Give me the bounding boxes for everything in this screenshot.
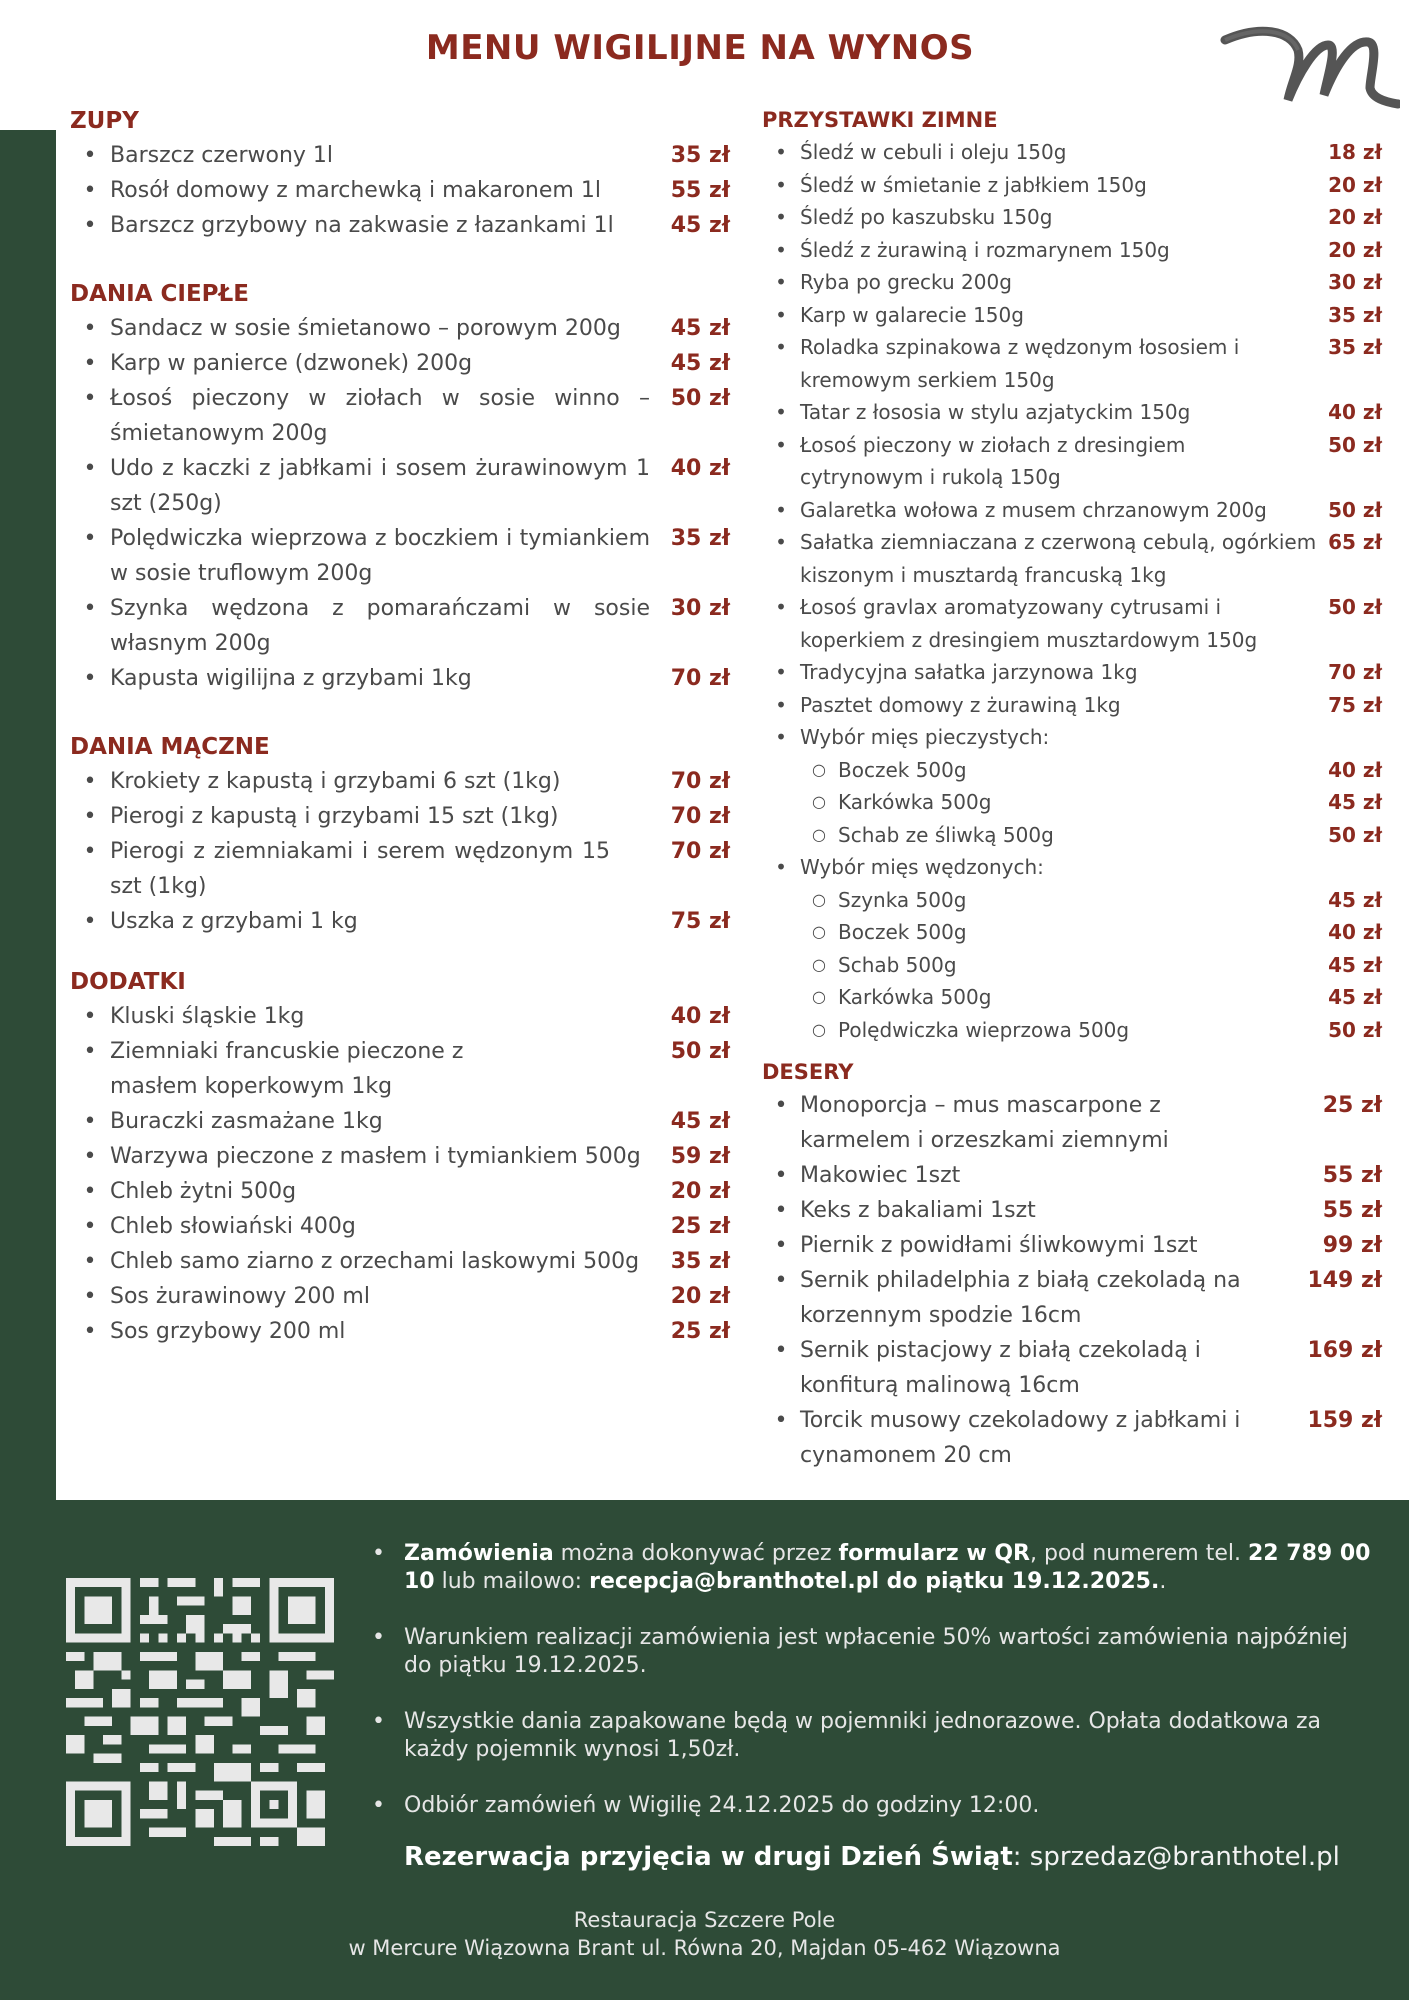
bullet-icon: • (774, 1408, 788, 1433)
qr-code[interactable] (66, 1578, 334, 1846)
bullet-icon: • (83, 909, 97, 934)
item-price: 70 zł (670, 769, 730, 794)
circle-bullet-icon: ○ (812, 824, 826, 844)
menu-item (762, 1158, 1382, 1193)
circle-bullet-icon: ○ (812, 792, 826, 811)
item-price: 50 zł (1328, 1017, 1382, 1042)
item-name: Kluski śląskie 1kg (110, 1004, 305, 1029)
circle-bullet-icon: ○ (812, 954, 826, 974)
item-price: 30 zł (1328, 270, 1382, 294)
item-name: Karp w galarecie 150g (800, 302, 1024, 327)
item-price: 45 zł (1328, 985, 1382, 1009)
bullet-icon: • (775, 140, 787, 164)
bullet-icon: • (372, 1793, 385, 1818)
item-name: Śledź z żurawiną i rozmarynem 150g (800, 237, 1170, 262)
reservation-line (404, 1842, 1404, 1872)
section-title-przystawki: PRZYSTAWKI ZIMNE (762, 108, 998, 132)
item-name: Sernik philadelphia z białą czekoladą na korzennym spodzie 16cm (800, 1268, 1241, 1328)
circle-bullet-icon: ○ (812, 922, 826, 941)
bullet-icon: • (774, 1338, 788, 1363)
section-przystawki (762, 136, 1382, 1046)
order-info (372, 1540, 1372, 1848)
item-price: 70 zł (670, 666, 730, 691)
menu-subitem (800, 786, 1382, 819)
menu-item (70, 799, 730, 834)
item-price: 25 zł (670, 1214, 730, 1239)
menu-title: MENU WIGILIJNE NA WYNOS (425, 28, 975, 68)
item-name: Śledź w śmietanie z jabłkiem 150g (800, 172, 1147, 197)
bullet-icon: • (372, 1709, 385, 1734)
menu-subitem (800, 916, 1382, 949)
item-name: Łosoś pieczony w ziołach w sosie winno – śmietanowym 200g (110, 386, 650, 446)
item-name: Ryba po grecku 200g (800, 270, 1012, 294)
item-price: 40 zł (670, 456, 730, 481)
bullet-icon: • (83, 316, 97, 341)
menu-item (70, 999, 730, 1034)
bullet-icon: • (774, 1163, 788, 1188)
item-name: Uszka z grzybami 1 kg (110, 909, 358, 934)
item-name: Krokiety z kapustą i grzybami 6 szt (1kg) (110, 769, 561, 794)
item-name: Galaretka wołowa z musem chrzanowym 200g (800, 497, 1267, 522)
item-name: Szynka wędzona z pomarańczami w sosie własnym 200g (110, 596, 650, 656)
item-name: Torcik musowy czekoladowy z jabłkami i cynamonem 20 cm (800, 1408, 1241, 1468)
menu-item (70, 1174, 730, 1209)
item-price: 55 zł (1322, 1163, 1382, 1188)
item-name: Makowiec 1szt (800, 1163, 961, 1188)
bullet-icon: • (83, 804, 97, 829)
section-title-zupy: ZUPY (70, 108, 139, 134)
bullet-icon: • (83, 769, 97, 794)
menu-item (70, 1314, 730, 1349)
bullet-icon: • (774, 1233, 788, 1258)
address-block (0, 1906, 1409, 1962)
menu-item (762, 201, 1382, 234)
item-name: Karkówka 500g (838, 790, 992, 814)
menu-item (70, 451, 730, 521)
item-price: 70 zł (1328, 660, 1382, 684)
item-price: 20 zł (670, 1284, 730, 1309)
item-price: 75 zł (670, 909, 730, 934)
bullet-icon: • (775, 172, 787, 197)
item-price: 20 zł (1328, 172, 1382, 197)
item-name: Udo z kaczki z jabłkami i sosem żurawinowym 1 szt (250g) (110, 456, 650, 516)
item-name: Szynka 500g (838, 887, 967, 912)
item-price: 35 zł (1328, 335, 1382, 359)
section-dodatki (70, 999, 730, 1349)
section-desery (762, 1088, 1382, 1473)
mercure-logo-icon (1220, 20, 1400, 110)
section-title-dania-cieple: DANIA CIEPŁE (70, 281, 249, 307)
item-price: 20 zł (1328, 205, 1382, 229)
bullet-icon: • (372, 1625, 385, 1650)
menu-item (70, 1279, 730, 1314)
item-name: Monoporcja – mus mascarpone z karmelem i orzeszkami ziemnymi (800, 1093, 1169, 1153)
item-name: Polędwiczka wieprzowa 500g (838, 1017, 1130, 1042)
item-price: 18 zł (1328, 140, 1382, 164)
info-text-payment: Warunkiem realizacji zamówienia jest wpłacenie 50% wartości zamówienia najpóźniej do piątku 19.12.2025. (404, 1625, 1348, 1678)
reservation-label: Rezerwacja przyjęcia w drugi Dzień Świąt (404, 1842, 1013, 1872)
circle-bullet-icon: ○ (812, 1019, 826, 1039)
group-label-wedzone: Wybór mięs wędzonych: (800, 855, 1044, 879)
item-price: 50 zł (1328, 595, 1382, 619)
bullet-icon: • (83, 456, 97, 481)
item-name: Ziemniaki francuskie pieczone z masłem koperkowym 1kg (110, 1039, 464, 1099)
menu-item (70, 311, 730, 346)
bullet-icon: • (775, 855, 787, 879)
bullet-icon: • (774, 1268, 788, 1293)
item-price: 45 zł (1328, 790, 1382, 814)
section-dania-cieple (70, 311, 730, 696)
bullet-icon: • (83, 351, 97, 376)
menu-item (762, 396, 1382, 429)
group-label-pieczyste: Wybór mięs pieczystych: (800, 725, 1050, 749)
item-price: 59 zł (670, 1144, 730, 1169)
menu-item (70, 661, 730, 696)
bullet-icon: • (83, 178, 97, 203)
bullet-icon: • (775, 497, 787, 522)
info-row-payment (372, 1624, 1372, 1680)
item-price: 45 zł (1328, 952, 1382, 977)
item-name: Keks z bakaliami 1szt (800, 1198, 1036, 1223)
item-name: Buraczki zasmażane 1kg (110, 1109, 383, 1134)
menu-item (70, 346, 730, 381)
item-price: 40 zł (1328, 400, 1382, 424)
item-price: 20 zł (670, 1179, 730, 1204)
item-price: 35 zł (670, 1249, 730, 1274)
item-price: 35 zł (1328, 302, 1382, 327)
menu-item (762, 1263, 1382, 1333)
item-price: 40 zł (670, 1004, 730, 1029)
info-text-packaging: Wszystkie dania zapakowane będą w pojemniki jednorazowe. Opłata dodatkowa za każdy pojemnik wynosi 1,50zł. (404, 1709, 1321, 1762)
bullet-icon: • (775, 205, 787, 229)
menu-item (70, 381, 730, 451)
menu-item (762, 136, 1382, 169)
item-name: Polędwiczka wieprzowa z boczkiem i tymiankiem w sosie truflowym 200g (110, 526, 650, 586)
menu-item (762, 526, 1382, 591)
item-price: 25 zł (1322, 1093, 1382, 1118)
item-price: 55 zł (670, 178, 730, 203)
menu-item (70, 1104, 730, 1139)
item-price: 65 zł (1328, 530, 1382, 554)
bullet-icon: • (775, 595, 787, 619)
menu-item (70, 591, 730, 661)
item-price: 45 zł (670, 351, 730, 376)
item-name: Sandacz w sosie śmietanowo – porowym 200g (110, 316, 621, 341)
item-name: Tatar z łososia w stylu azjatyckim 150g (800, 400, 1191, 424)
section-title-dania-maczne: DANIA MĄCZNE (70, 734, 270, 760)
menu-subitem (800, 819, 1382, 852)
sub-list-pieczyste (762, 754, 1382, 852)
bullet-icon: • (775, 692, 787, 717)
menu-item (762, 689, 1382, 722)
restaurant-name: Restauracja Szczere Pole (573, 1908, 836, 1932)
item-price: 70 zł (670, 839, 730, 864)
menu-item (762, 266, 1382, 299)
menu-subitem (800, 981, 1382, 1014)
menu-item (70, 173, 730, 208)
menu-item (762, 494, 1382, 527)
circle-bullet-icon: ○ (812, 987, 826, 1006)
menu-item (70, 1034, 730, 1104)
menu-item (70, 904, 730, 939)
item-price: 50 zł (670, 386, 730, 411)
item-name: Śledź w cebuli i oleju 150g (800, 140, 1067, 164)
item-price: 50 zł (1328, 822, 1382, 847)
menu-item (70, 834, 730, 904)
item-name: Chleb żytni 500g (110, 1179, 297, 1204)
item-price: 75 zł (1328, 692, 1382, 717)
bullet-icon: • (83, 1214, 97, 1239)
item-name: Śledź po kaszubsku 150g (800, 205, 1053, 229)
bullet-icon: • (775, 530, 787, 554)
item-price: 149 zł (1307, 1268, 1382, 1293)
item-name: Sernik pistacjowy z białą czekoladą i konfiturą malinową 16cm (800, 1338, 1201, 1398)
menu-subitem (800, 949, 1382, 982)
bullet-icon: • (83, 1109, 97, 1134)
item-price: 99 zł (1322, 1233, 1382, 1258)
menu-item (762, 1228, 1382, 1263)
green-side-band (0, 130, 56, 1500)
menu-item (762, 656, 1382, 689)
menu-item (70, 1244, 730, 1279)
bullet-icon: • (83, 386, 97, 411)
item-name: Pierogi z ziemniakami i serem wędzonym 15 szt (1kg) (110, 839, 610, 899)
menu-item (762, 331, 1382, 396)
item-name: Sos żurawinowy 200 ml (110, 1284, 370, 1309)
item-price: 50 zł (1328, 432, 1382, 457)
bullet-icon: • (83, 1319, 97, 1344)
item-price: 35 zł (670, 526, 730, 551)
bullet-icon: • (775, 270, 787, 294)
circle-bullet-icon: ○ (812, 759, 826, 779)
menu-subitem (800, 754, 1382, 787)
menu-item (70, 138, 730, 173)
item-price: 40 zł (1328, 920, 1382, 944)
item-price: 55 zł (1322, 1198, 1382, 1223)
menu-group-label (762, 721, 1382, 754)
item-price: 20 zł (1328, 237, 1382, 262)
info-row-packaging (372, 1708, 1372, 1764)
item-price: 169 zł (1307, 1338, 1382, 1363)
menu-item (762, 1088, 1382, 1158)
section-dania-maczne (70, 764, 730, 939)
bullet-icon: • (83, 1284, 97, 1309)
bullet-icon: • (775, 725, 787, 749)
restaurant-address: w Mercure Wiązowna Brant ul. Równa 20, Majdan 05-462 Wiązowna (348, 1936, 1061, 1960)
bullet-icon: • (83, 666, 97, 691)
sub-list-wedzone (762, 884, 1382, 1047)
item-name: Chleb samo ziarno z orzechami laskowymi 500g (110, 1249, 640, 1274)
bullet-icon: • (774, 1198, 788, 1223)
item-name: Karkówka 500g (838, 985, 992, 1009)
item-name: Pierogi z kapustą i grzybami 15 szt (1kg) (110, 804, 559, 829)
item-price: 50 zł (1328, 497, 1382, 522)
item-name: Kapusta wigilijna z grzybami 1kg (110, 666, 472, 691)
item-name: Sałatka ziemniaczana z czerwoną cebulą, ogórkiem kiszonym i musztardą francuską 1kg (800, 530, 1317, 587)
menu-item (762, 1333, 1382, 1403)
bullet-icon: • (83, 1179, 97, 1204)
item-price: 70 zł (670, 804, 730, 829)
bullet-icon: • (83, 1249, 97, 1274)
item-name: Tradycyjna sałatka jarzynowa 1kg (800, 660, 1138, 684)
section-zupy (70, 138, 730, 243)
item-price: 159 zł (1307, 1408, 1382, 1433)
bullet-icon: • (775, 335, 787, 359)
menu-item (762, 169, 1382, 202)
bullet-icon: • (775, 660, 787, 684)
bullet-icon: • (774, 1093, 788, 1118)
bullet-icon: • (83, 839, 97, 864)
item-name: Łosoś pieczony w ziołach z dresingiem cytrynowym i rukolą 150g (800, 432, 1186, 489)
bullet-icon: • (83, 526, 97, 551)
item-name: Schab 500g (838, 952, 957, 977)
info-row-orders (372, 1540, 1372, 1596)
bullet-icon: • (83, 1004, 97, 1029)
menu-group-label (762, 851, 1382, 884)
item-price: 45 zł (670, 1109, 730, 1134)
section-title-dodatki: DODATKI (70, 969, 186, 995)
item-name: Boczek 500g (838, 757, 967, 782)
item-name: Roladka szpinakowa z wędzonym łososiem i kremowym serkiem 150g (800, 335, 1240, 392)
item-name: Łosoś gravlax aromatyzowany cytrusami i koperkiem z dresingiem musztardowym 150g (800, 595, 1258, 652)
item-price: 45 zł (670, 316, 730, 341)
bullet-icon: • (83, 1039, 97, 1064)
info-text-orders: Zamówienia można dokonywać przez formularz w QR, pod numerem tel. 22 789 00 10 lub mailowo: recepcja@branthotel.pl do piątku 19.12.2025.. (404, 1541, 1371, 1594)
info-row-pickup (372, 1792, 1372, 1820)
bullet-icon: • (83, 1144, 97, 1169)
item-price: 45 zł (1328, 887, 1382, 912)
menu-item (762, 234, 1382, 267)
menu-item (762, 299, 1382, 332)
item-name: Schab ze śliwką 500g (838, 822, 1054, 847)
item-name: Sos grzybowy 200 ml (110, 1319, 346, 1344)
bullet-icon: • (775, 302, 787, 327)
item-name: Chleb słowiański 400g (110, 1214, 356, 1239)
info-text-pickup: Odbiór zamówień w Wigilię 24.12.2025 do godziny 12:00. (404, 1793, 1040, 1818)
email-link[interactable]: recepcja@branthotel.pl do piątku 19.12.2025. (589, 1569, 1160, 1594)
item-price: 35 zł (670, 143, 730, 168)
item-price: 25 zł (670, 1319, 730, 1344)
section-title-desery: DESERY (762, 1060, 854, 1084)
item-price: 45 zł (670, 213, 730, 238)
menu-item (762, 1193, 1382, 1228)
item-name: Rosół domowy z marchewką i makaronem 1l (110, 178, 601, 203)
phone-number[interactable]: 22 789 00 10 (404, 1541, 1371, 1594)
item-name: Piernik z powidłami śliwkowymi 1szt (800, 1233, 1198, 1258)
menu-item (70, 208, 730, 243)
reservation-email[interactable]: : sprzedaz@branthotel.pl (1012, 1842, 1340, 1872)
left-column (70, 108, 730, 1349)
bullet-icon: • (83, 213, 97, 238)
item-name: Barszcz grzybowy na zakwasie z łazankami 1l (110, 213, 614, 238)
bullet-icon: • (83, 596, 97, 621)
item-price: 40 zł (1328, 757, 1382, 782)
menu-item (70, 1209, 730, 1244)
bullet-icon: • (775, 400, 787, 424)
circle-bullet-icon: ○ (812, 889, 826, 909)
bullet-icon: • (775, 432, 787, 457)
menu-item (762, 1403, 1382, 1473)
menu-subitem (800, 884, 1382, 917)
item-name: Warzywa pieczone z masłem i tymiankiem 500g (110, 1144, 641, 1169)
bullet-icon: • (83, 143, 97, 168)
right-column (762, 108, 1382, 1473)
item-name: Boczek 500g (838, 920, 967, 944)
menu-subitem (800, 1014, 1382, 1047)
menu-item (762, 429, 1382, 494)
menu-item (762, 591, 1382, 656)
item-name: Karp w panierce (dzwonek) 200g (110, 351, 473, 376)
item-name: Barszcz czerwony 1l (110, 143, 334, 168)
item-price: 30 zł (670, 596, 730, 621)
bullet-icon: • (775, 237, 787, 262)
menu-item (70, 1139, 730, 1174)
menu-item (70, 521, 730, 591)
menu-item (70, 764, 730, 799)
item-name: Pasztet domowy z żurawiną 1kg (800, 692, 1121, 717)
item-price: 50 zł (670, 1039, 730, 1064)
bullet-icon: • (372, 1541, 385, 1566)
